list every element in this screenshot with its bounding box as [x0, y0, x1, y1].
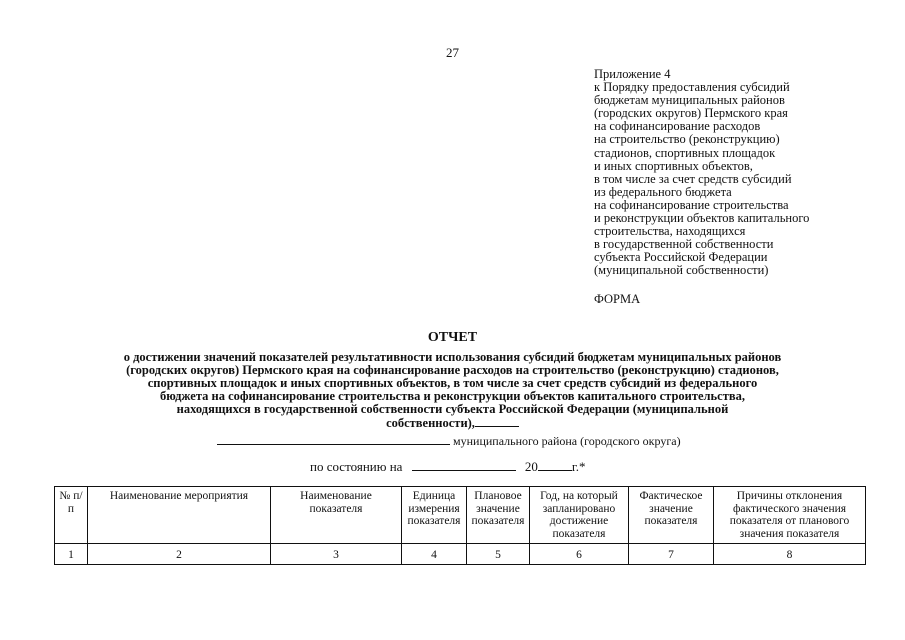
table-cell: 4: [402, 544, 467, 565]
appendix-line: к Порядку предоставления субсидий: [594, 80, 790, 95]
table-cell: 6: [530, 544, 629, 565]
appendix-line: (городских округов) Пермского края: [594, 106, 788, 121]
table-header-cell: Единица измерения показателя: [402, 487, 467, 544]
appendix-line: и реконструкции объектов капитального: [594, 211, 810, 226]
date-year: 20: [524, 459, 538, 474]
blank-line: [475, 416, 519, 427]
table-header-cell: Год, на который запланировано достижение показателя: [530, 487, 629, 544]
table-cell: 7: [629, 544, 714, 565]
form-label: ФОРМА: [594, 292, 641, 306]
date-prefix: по состоянию на: [310, 459, 403, 474]
appendix-line: субъекта Российской Федерации: [594, 250, 768, 265]
report-description-line-last: [40, 416, 865, 430]
report-description-line: собственности),: [386, 415, 475, 430]
appendix-line: на строительство (реконструкцию): [594, 132, 780, 147]
indicators-table: [54, 486, 866, 565]
report-description-line: находящихся в государственной собственности субъекта Российской Федерации (муниципальной: [176, 401, 729, 416]
table-cell: 5: [467, 544, 530, 565]
appendix-line: (муниципальной собственности): [594, 263, 769, 278]
table-header-cell: Фактическое значение показателя: [629, 487, 714, 544]
date-suffix: г.*: [571, 459, 586, 474]
table-header-cell: Наименование показателя: [271, 487, 402, 544]
blank-line: [217, 434, 450, 445]
report-description-line: спортивных площадок и иных спортивных объектов, в том числе за счет средств субсидий из федерального: [147, 375, 758, 390]
table-row: [55, 544, 866, 565]
appendix-block: [594, 68, 894, 278]
appendix-line: из федерального бюджета: [594, 184, 732, 199]
appendix-line: в том числе за счет средств субсидий: [594, 171, 792, 186]
appendix-line: и иных спортивных объектов,: [594, 158, 753, 173]
report-description-line: о достижении значений показателей результативности использования субсидий бюджетам муниципальных районов: [123, 350, 782, 364]
appendix-line: в государственной собственности: [594, 237, 774, 252]
table-cell: 8: [714, 544, 866, 565]
report-description: [40, 351, 865, 429]
appendix-line: на софинансирование расходов: [594, 119, 761, 134]
table-header-cell: Наименование мероприятия: [88, 487, 271, 544]
table-cell: 2: [88, 544, 271, 565]
appendix-line: строительства, находящихся: [594, 224, 746, 239]
appendix-line: Приложение 4: [594, 67, 671, 81]
table-header-cell: Причины отклонения фактического значения показателя от планового значения показателя: [714, 487, 866, 544]
table-cell: 1: [55, 544, 88, 565]
table-header-cell: № п/п: [55, 487, 88, 544]
appendix-line: на софинансирование строительства: [594, 197, 789, 212]
report-description-line: бюджета на софинансирование строительства и реконструкции объектов капитального строительства,: [160, 388, 745, 403]
appendix-line: бюджетам муниципальных районов: [594, 93, 785, 108]
blank-line: [412, 460, 516, 471]
date-line: [310, 459, 586, 475]
report-description-line: (городских округов) Пермского края на софинансирование расходов на строительство (реконструкцию) стадионов,: [126, 362, 779, 377]
table-cell: 3: [271, 544, 402, 565]
page-number: 27: [446, 45, 459, 60]
district-caption: муниципального района (городского округа): [453, 434, 681, 448]
appendix-line: стадионов, спортивных площадок: [594, 145, 776, 160]
table-header-row: [55, 487, 866, 544]
report-title: ОТЧЕТ: [427, 330, 478, 345]
district-line: [217, 434, 681, 449]
blank-line: [538, 460, 572, 471]
table-header-cell: Плановое значение показателя: [467, 487, 530, 544]
